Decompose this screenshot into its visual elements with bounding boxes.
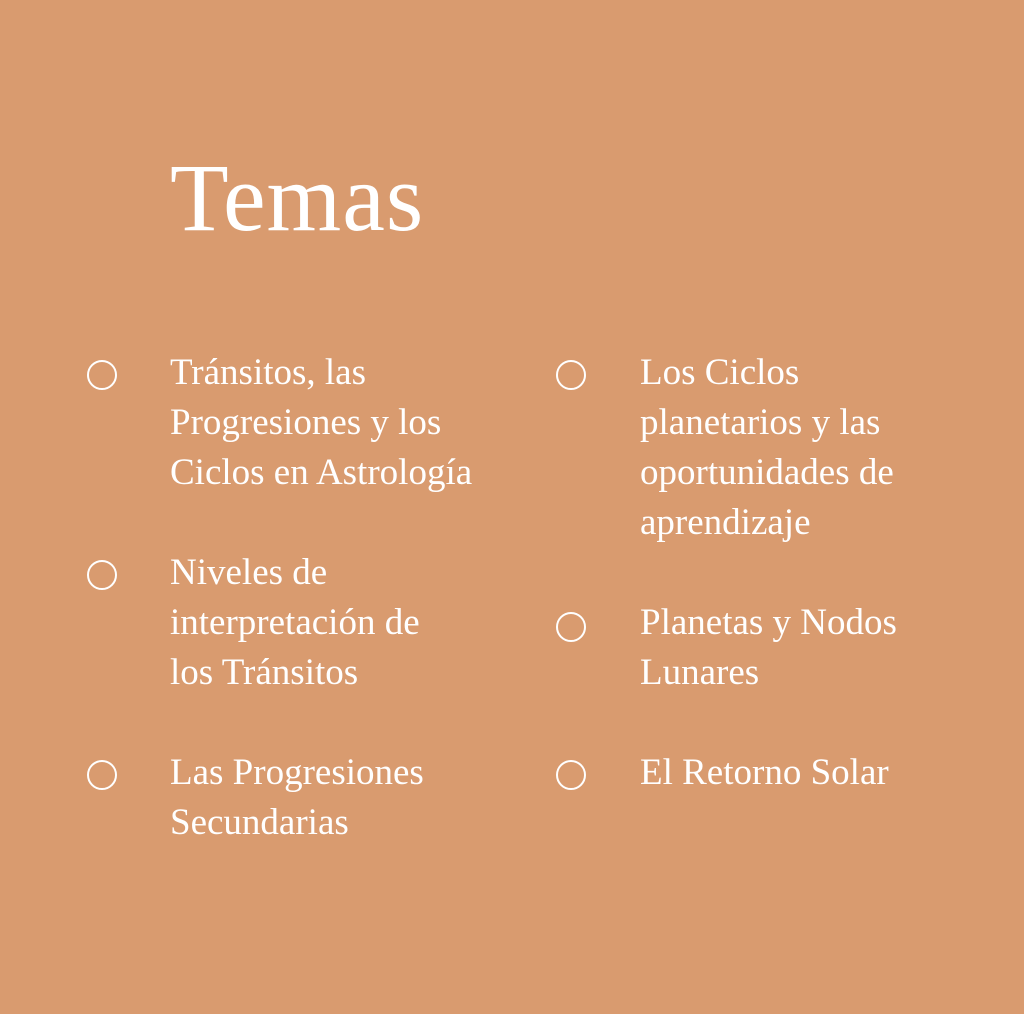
circle-bullet-icon xyxy=(87,560,117,590)
topic-label: Las Progresiones Secundarias xyxy=(170,752,424,843)
page-title: Temas xyxy=(170,144,425,251)
circle-bullet-icon xyxy=(556,760,586,790)
circle-bullet-icon xyxy=(87,360,117,390)
circle-bullet-icon xyxy=(87,760,117,790)
circle-bullet-icon xyxy=(556,360,586,390)
topic-label: El Retorno Solar xyxy=(640,752,889,793)
topic-label: Los Ciclos planetarios y las oportunidades de aprendizaje xyxy=(640,352,894,543)
topic-label: Planetas y Nodos Lunares xyxy=(640,602,897,693)
circle-bullet-icon xyxy=(556,612,586,642)
topic-label: Niveles de interpretación de los Tránsitos xyxy=(170,552,420,693)
topic-label: Tránsitos, las Progresiones y los Ciclos en Astrología xyxy=(170,352,473,493)
